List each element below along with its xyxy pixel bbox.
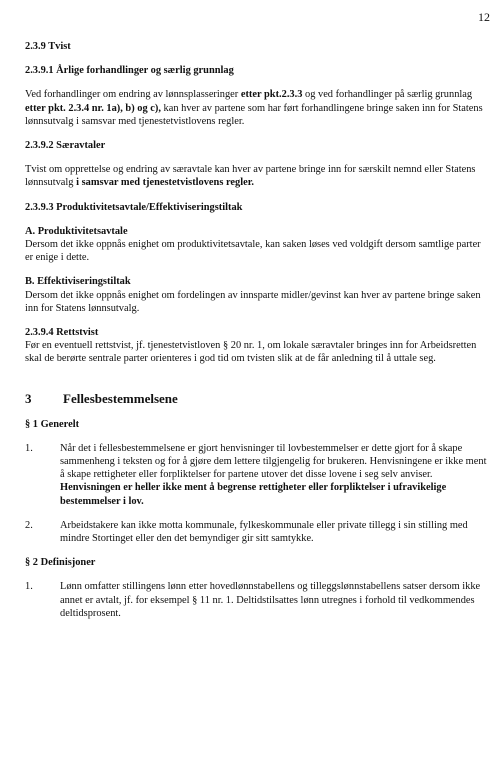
subheading-b: B. Effektiviseringstiltak (25, 276, 131, 288)
list-item (25, 580, 487, 620)
heading-2-3-9: 2.3.9 Tvist (25, 41, 71, 52)
paragraph-b: Dersom det ikke oppnås enighet om fordelingen av innsparte midler/gevinst kan hver av partene bringe saken inn for Statens lønnsutvalg. (25, 289, 481, 314)
item-text: Lønn omfatter stillingens lønn etter hovedlønnstabellens og tilleggslønnstabellens satser dersom ikke annet er avtalt, jf. for eksempel § 11 nr. 1. Deltidstilsattes lønn utregnes i forhold til vedkommendes deltidsprosent. (60, 581, 481, 619)
paragraph-a: Dersom det ikke oppnås enighet om produktivitetsavtale, kan saken løses ved voldgift dersom samtlige parter er enige i dette. (25, 239, 481, 264)
chapter-title: Fellesbestemmelsene (63, 390, 178, 406)
document-body (25, 40, 487, 620)
list-item (25, 442, 487, 508)
item-number: 2. (25, 519, 33, 531)
paragraph-2-3-9-2: Tvist om opprettelse og endring av særavtale kan hver av partene bringe inn for særskilt nemnd eller Statens lønnsutvalg i samsvar med tjenestetvistlovens regler. (25, 164, 476, 189)
item-number: 1. (25, 581, 33, 593)
subheading-a: A. Produktivitetsavtale (25, 225, 128, 237)
chapter-heading (25, 391, 487, 407)
item-text: Når det i fellesbestemmelsene er gjort henvisninger til lovbestemmelser er dette gjort for å skape sammenheng i teksten og for å gjøre dem lettere tilgjengelig for brukeren. Henvisningene er ikke ment å skape rettigheter eller forpliktelser for partene utover det disse lovene i seg selv anviser. Henvisningen er heller ikke ment å begrense rettigheter eller forpliktelser i ufravikelige bestemmelser i lov. (60, 442, 487, 507)
item-number: 1. (25, 442, 33, 454)
heading-section-2: § 2 Definisjoner (25, 557, 96, 569)
heading-2-3-9-2: 2.3.9.2 Særavtaler (25, 140, 106, 152)
paragraph-2-3-9-4: Før en eventuell rettstvist, jf. tjenestetvistloven § 20 nr. 1, om lokale særavtaler bringes inn for Arbeidsretten skal de berørte sentrale parter orienteres i god tid om tvisten slik at de får anledning til å uttale seg. (25, 340, 477, 365)
heading-section-1: § 1 Generelt (25, 418, 80, 430)
item-text: Arbeidstakere kan ikke motta kommunale, fylkeskommunale eller private tillegg i sin stilling med mindre Stortinget eller den det bemyndiger gir sitt samtykke. (60, 519, 468, 545)
paragraph-2-3-9-1: Ved forhandlinger om endring av lønnsplasseringer etter pkt.2.3.3 og ved forhandlinger på særlig grunnlag etter pkt. 2.3.4 nr. 1a), b) og c), kan hver av partene som har ført forhandlingene bringe saken inn for Statens lønnsutvalg i samsvar med tjenestetvistlovens regler. (25, 89, 483, 127)
list-item (25, 519, 487, 545)
heading-2-3-9-1: 2.3.9.1 Årlige forhandlinger og særlig grunnlag (25, 65, 234, 77)
chapter-number: 3 (25, 390, 32, 406)
heading-2-3-9-3: 2.3.9.3 Produktivitetsavtale/Effektiviseringstiltak (25, 201, 243, 213)
heading-2-3-9-4: 2.3.9.4 Rettstvist (25, 327, 99, 339)
page-number: 12 (478, 10, 490, 24)
